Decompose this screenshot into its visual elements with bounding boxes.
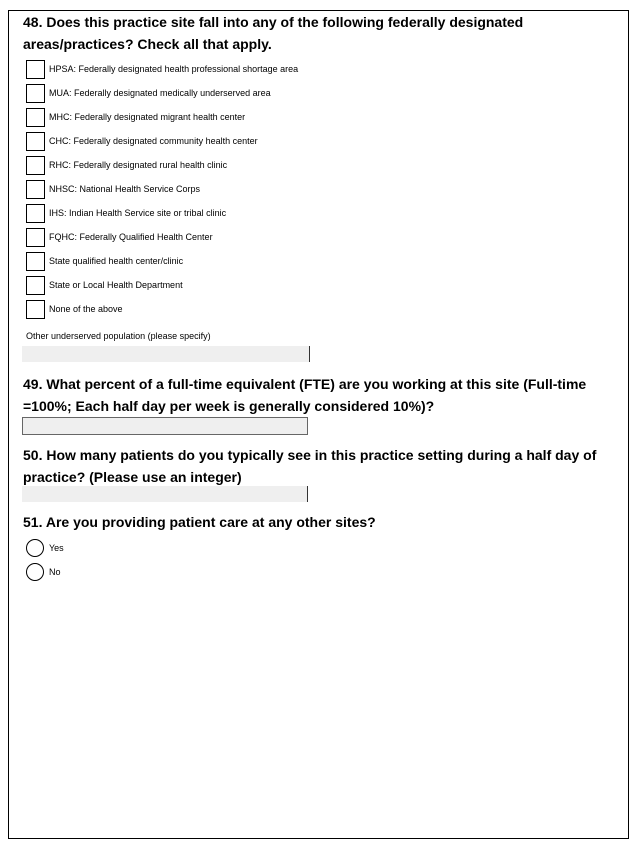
- checkbox-option-label: NHSC: National Health Service Corps: [49, 184, 201, 194]
- other-population-input[interactable]: [22, 346, 310, 362]
- question-49-title: 49. What percent of a full-time equivalent (FTE) are you working at this site (Full-time =100%; Each half day per week is generally considered 10%)?: [23, 376, 587, 414]
- patients-per-half-day-input[interactable]: [22, 486, 308, 502]
- checkbox-option-label: FQHC: Federally Qualified Health Center: [49, 232, 213, 242]
- checkbox-option-label: State qualified health center/clinic: [49, 256, 184, 266]
- radio-yes-label: Yes: [49, 543, 64, 553]
- checkbox-option-5[interactable]: [26, 180, 45, 199]
- checkbox-option-label: MUA: Federally designated medically underserved area: [49, 88, 271, 98]
- fte-percent-input[interactable]: [22, 417, 308, 435]
- checkbox-option-10[interactable]: [26, 300, 45, 319]
- checkbox-option-6[interactable]: [26, 204, 45, 223]
- checkbox-option-0[interactable]: [26, 60, 45, 79]
- checkbox-option-label: None of the above: [49, 304, 123, 314]
- checkbox-option-4[interactable]: [26, 156, 45, 175]
- checkbox-option-label: HPSA: Federally designated health professional shortage area: [49, 64, 299, 74]
- other-population-label: Other underserved population (please specify): [26, 331, 211, 341]
- question-50-title: 50. How many patients do you typically see in this practice setting during a half day of practice? (Please use an integer): [23, 447, 597, 485]
- radio-no[interactable]: [26, 563, 44, 581]
- checkbox-option-7[interactable]: [26, 228, 45, 247]
- checkbox-option-label: IHS: Indian Health Service site or tribal clinic: [49, 208, 227, 218]
- checkbox-option-label: MHC: Federally designated migrant health center: [49, 112, 246, 122]
- checkbox-option-label: State or Local Health Department: [49, 280, 183, 290]
- checkbox-option-3[interactable]: [26, 132, 45, 151]
- checkbox-option-9[interactable]: [26, 276, 45, 295]
- checkbox-option-label: CHC: Federally designated community health center: [49, 136, 258, 146]
- question-48-title: 48. Does this practice site fall into any of the following federally designated areas/practices? Check all that apply.: [23, 14, 524, 52]
- question-51-title: 51. Are you providing patient care at any other sites?: [23, 514, 376, 530]
- radio-no-label: No: [49, 567, 61, 577]
- checkbox-option-2[interactable]: [26, 108, 45, 127]
- checkbox-option-1[interactable]: [26, 84, 45, 103]
- checkbox-option-label: RHC: Federally designated rural health clinic: [49, 160, 228, 170]
- checkbox-option-8[interactable]: [26, 252, 45, 271]
- radio-yes[interactable]: [26, 539, 44, 557]
